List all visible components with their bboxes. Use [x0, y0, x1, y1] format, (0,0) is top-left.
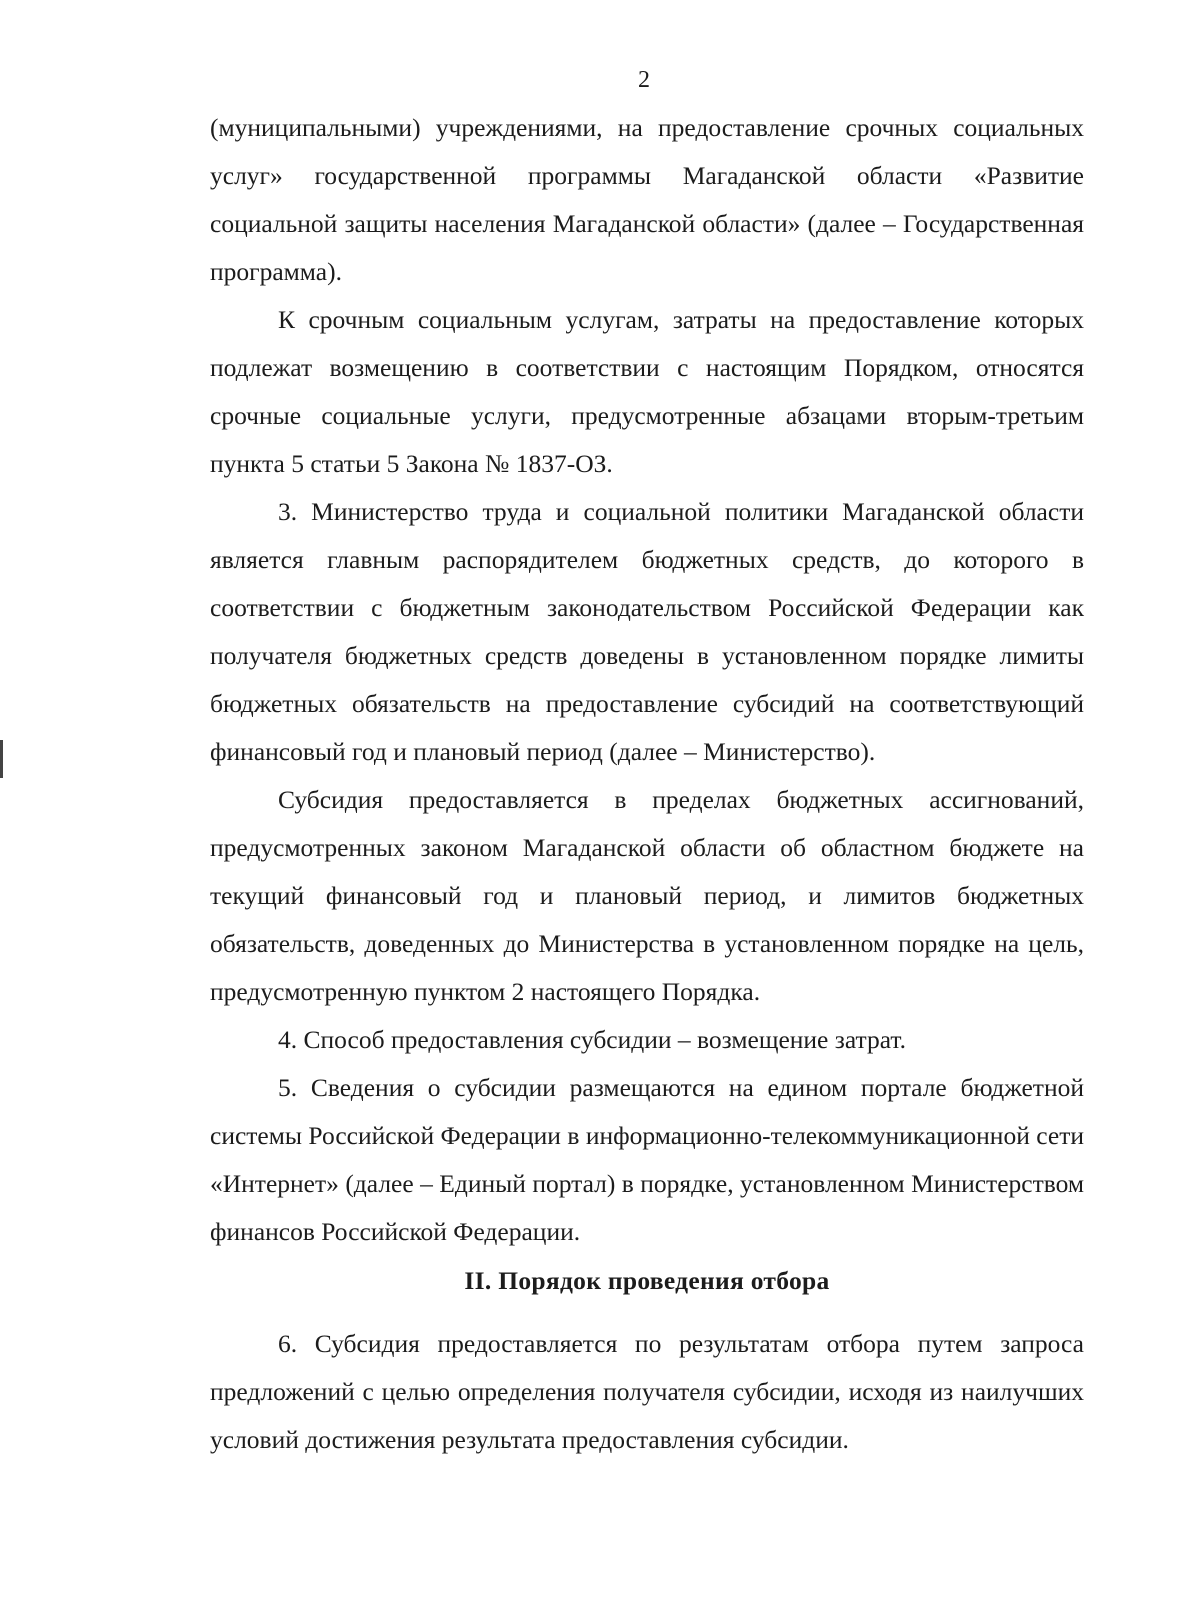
- paragraph-unified-portal: 5. Сведения о субсидии размещаются на едином портале бюджетной системы Российской Федерации в информационно-телекоммуникационной сети «Интернет» (далее – Единый портал) в порядке, установленном Министерством финансов Российской Федерации.: [210, 1073, 1084, 1246]
- document-body: [210, 104, 1084, 1464]
- paragraph-subsidy-method: 4. Способ предоставления субсидии – возмещение затрат.: [278, 1025, 906, 1054]
- page-number: 2: [638, 67, 650, 93]
- paragraph-ministry: 3. Министерство труда и социальной политики Магаданской области является главным распорядителем бюджетных средств, до которого в соответствии с бюджетным законодательством Российской Федерации как получателя бюджетных средств доведены в установленном порядке лимиты бюджетных обязательств на предоставление субсидий на соответствующий финансовый год и плановый период (далее – Министерство).: [210, 497, 1084, 766]
- paragraph-program-reference: (муниципальными) учреждениями, на предоставление срочных социальных услуг» государственной программы Магаданской области «Развитие социальной защиты населения Магаданской области» (далее – Государственная программа).: [210, 113, 1084, 286]
- paragraph-selection: 6. Субсидия предоставляется по результатам отбора путем запроса предложений с целью определения получателя субсидии, исходя из наилучших условий достижения результата предоставления субсидии.: [210, 1329, 1084, 1454]
- paragraph-subsidy-limits: Субсидия предоставляется в пределах бюджетных ассигнований, предусмотренных законом Магаданской области об областном бюджете на текущий финансовый год и плановый период, и лимитов бюджетных обязательств, доведенных до Министерства в установленном порядке на цель, предусмотренную пунктом 2 настоящего Порядка.: [210, 785, 1084, 1006]
- paragraph-urgent-services: К срочным социальным услугам, затраты на предоставление которых подлежат возмещению в соответствии с настоящим Порядком, относятся срочные социальные услуги, предусмотренные абзацами вторым-третьим пункта 5 статьи 5 Закона № 1837-ОЗ.: [210, 305, 1084, 478]
- scan-edge-mark: [0, 740, 3, 778]
- section-heading: II. Порядок проведения отбора: [464, 1266, 830, 1295]
